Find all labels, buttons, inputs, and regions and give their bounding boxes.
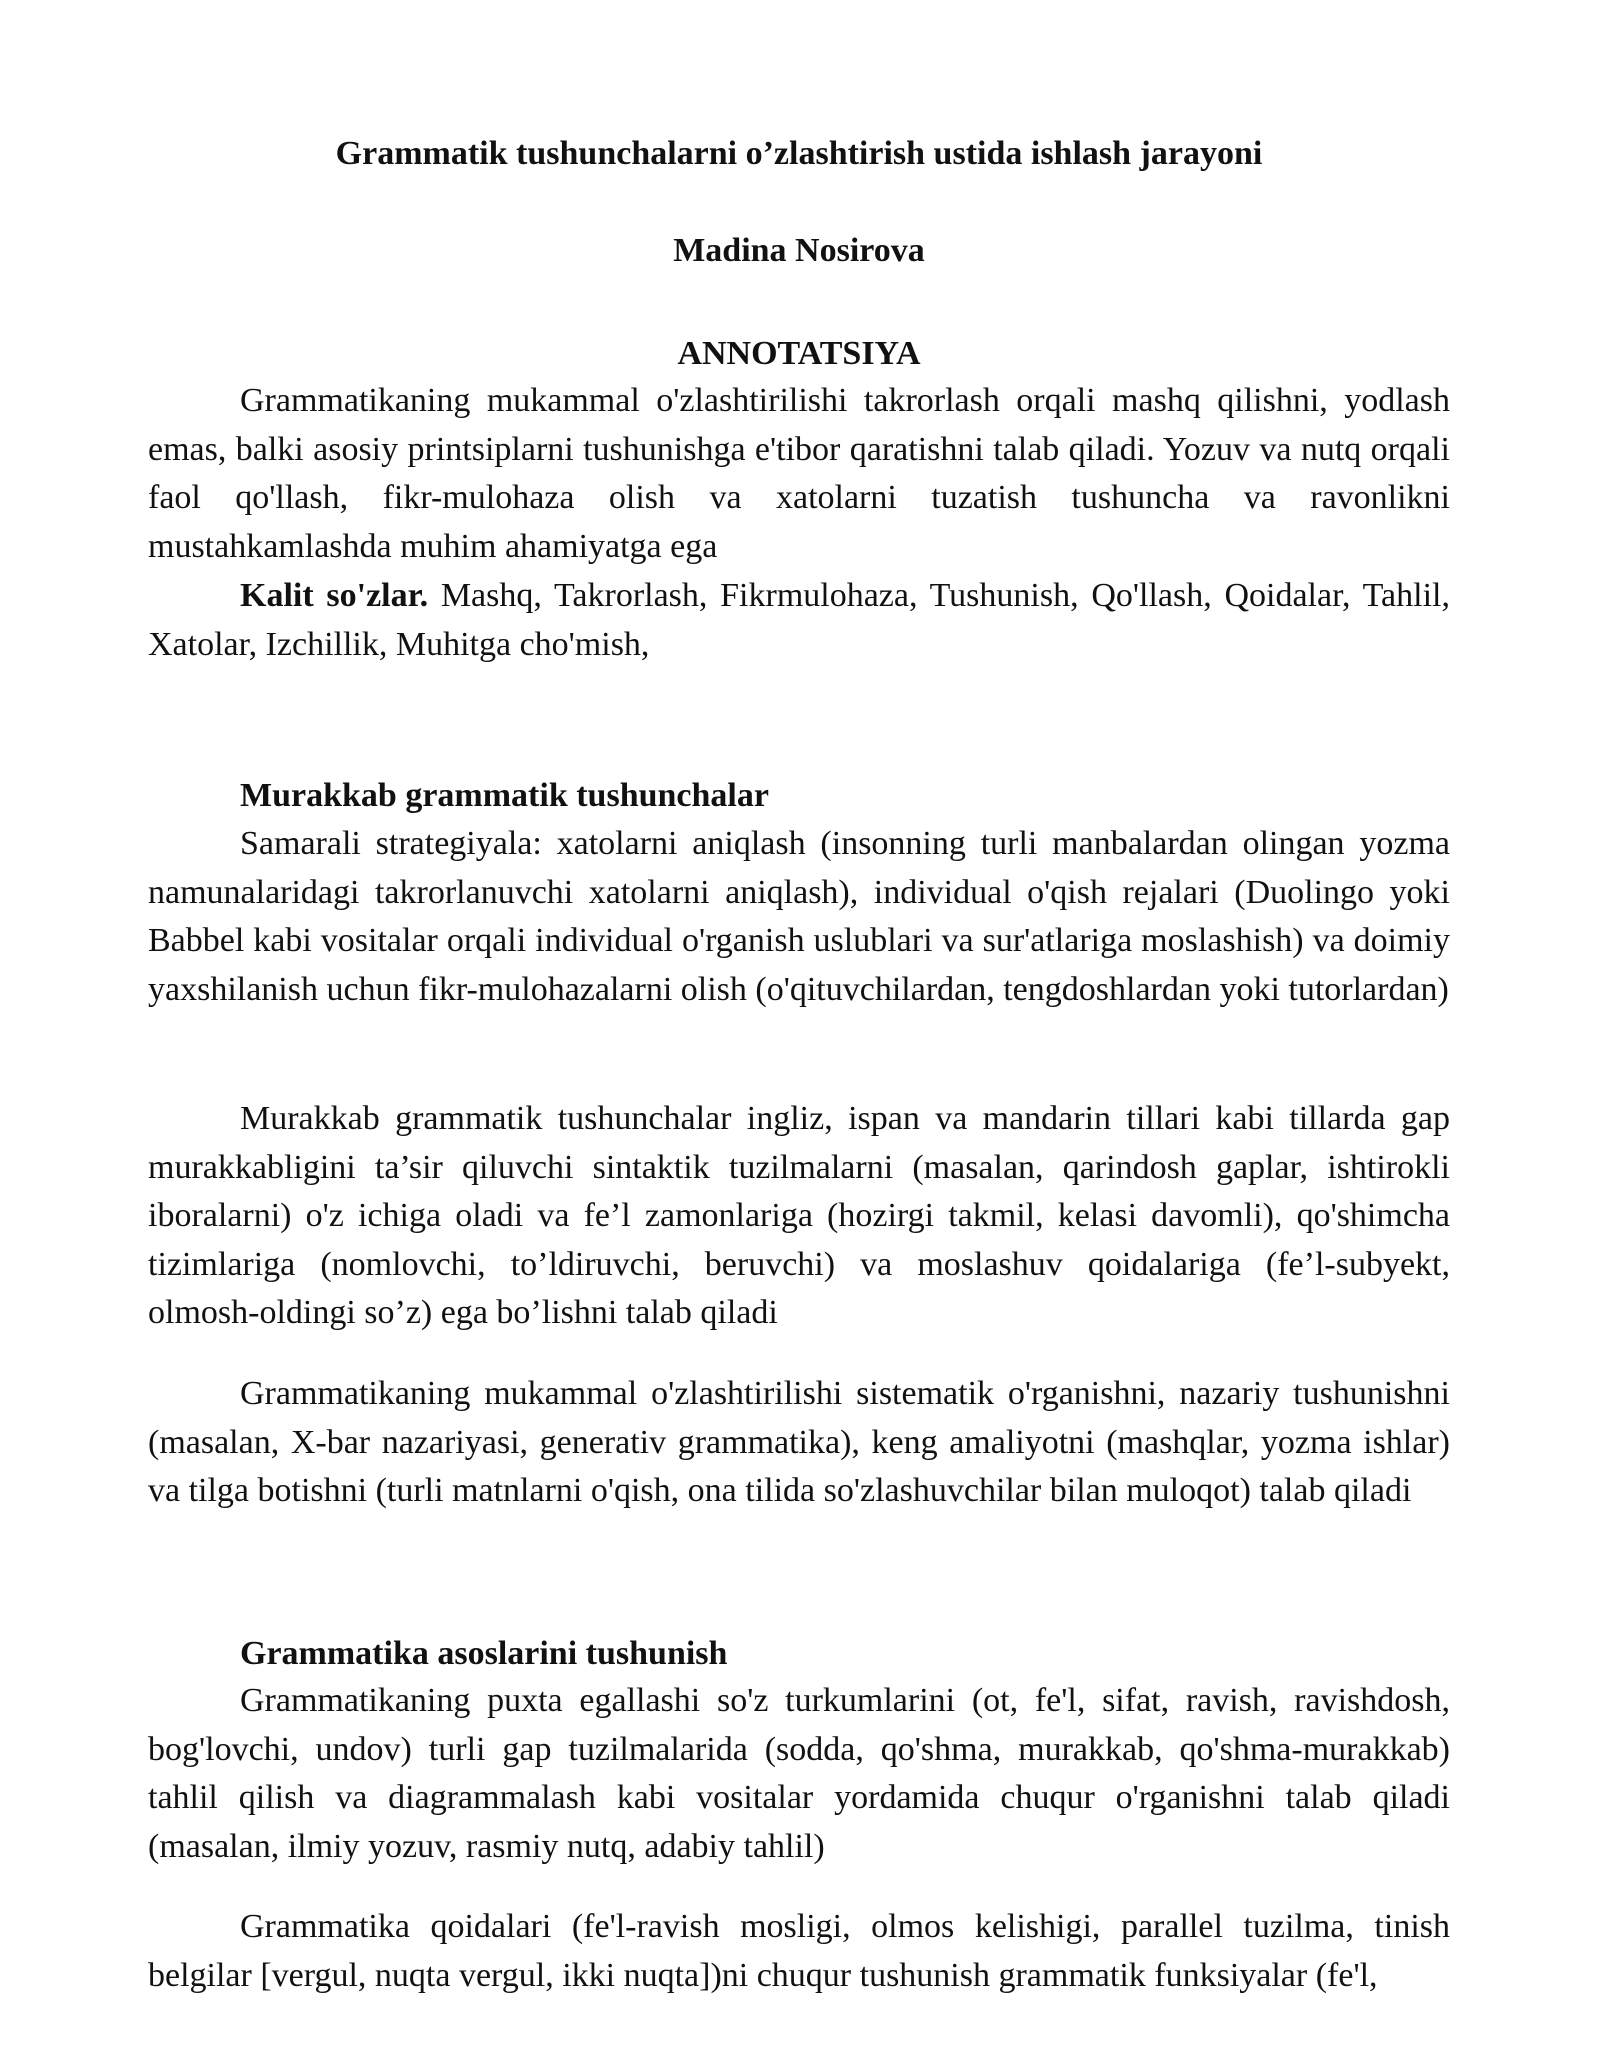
paper-title: Grammatik tushunchalarni o’zlashtirish ustida ishlash jarayoni: [335, 135, 1263, 172]
section2-paragraph-2: Grammatika qoidalari (fe'l-ravish mosligi, olmos kelishigi, parallel tuzilma, tinish belgilar [vergul, nuqta vergul, ikki nuqta])ni chuqur tushunish grammatik funksiyalar (fe'l,: [148, 1908, 1450, 1994]
keywords-label: Kalit so'zlar.: [240, 577, 429, 614]
document-page: [148, 0, 1450, 2070]
section1-paragraph-2: Murakkab grammatik tushunchalar ingliz, ispan va mandarin tillari kabi tillarda gap murakkabligini ta’sir qiluvchi sintaktik tuzilmalarni (masalan, qarindosh gaplar, ishtirokli iboralarni) o'z ichiga oladi va fe’l zamonlariga (hozirgi takmil, kelasi davomli), qo'shimcha tizimlariga (nomlovchi, to’ldiruvchi, beruvchi) va moslashuv qoidalariga (fe’l-subyekt, olmosh-oldingi so’z) ega bo’lishni talab qiladi: [148, 1100, 1450, 1332]
section-heading-complex-grammar: Murakkab grammatik tushunchalar: [240, 777, 769, 814]
annotation-heading: ANNOTATSIYA: [677, 335, 921, 372]
keywords-paragraph: [148, 572, 1450, 669]
section1-paragraph-1: Samarali strategiyala: xatolarni aniqlash (insonning turli manbalardan olingan yozma namunalaridagi takrorlanuvchi xatolarni aniqlash), individual o'qish rejalari (Duolingo yoki Babbel kabi vositalar orqali individual o'rganish uslublari va sur'atlariga moslashish) va doimiy yaxshilanish uchun fikr-mulohazalarni olish (o'qituvchilardan, tengdoshlardan yoki tutorlardan): [148, 825, 1450, 1008]
section2-paragraph-1: Grammatikaning puxta egallashi so'z turkumlarini (ot, fe'l, sifat, ravish, ravishdosh, bog'lovchi, undov) turli gap tuzilmalarida (sodda, qo'shma, murakkab, qo'shma-murakkab) tahlil qilish va diagrammalash kabi vositalar yordamida chuqur o'rganishni talab qiladi (masalan, ilmiy yozuv, rasmiy nutq, adabiy tahlil): [148, 1682, 1450, 1865]
author-name: Madina Nosirova: [673, 232, 925, 269]
keywords-list: Mashq, Takrorlash, Fikrmulohaza, Tushunish, Qo'llash, Qoidalar, Tahlil, Xatolar, Izchillik, Muhitga cho'mish,: [148, 577, 1450, 663]
section-heading-grammar-basics: Grammatika asoslarini tushunish: [240, 1635, 728, 1672]
annotation-paragraph: Grammatikaning mukammal o'zlashtirilishi takrorlash orqali mashq qilishni, yodlash emas, balki asosiy printsiplarni tushunishga e'tibor qaratishni talab qiladi. Yozuv va nutq orqali faol qo'llash, fikr-mulohaza olish va xatolarni tuzatish tushuncha va ravonlikni mustahkamlashda muhim ahamiyatga ega: [148, 382, 1450, 565]
section1-paragraph-3: Grammatikaning mukammal o'zlashtirilishi sistematik o'rganishni, nazariy tushunishni (masalan, X-bar nazariyasi, generativ grammatika), keng amaliyotni (mashqlar, yozma ishlar) va tilga botishni (turli matnlarni o'qish, ona tilida so'zlashuvchilar bilan muloqot) talab qiladi: [148, 1375, 1450, 1510]
